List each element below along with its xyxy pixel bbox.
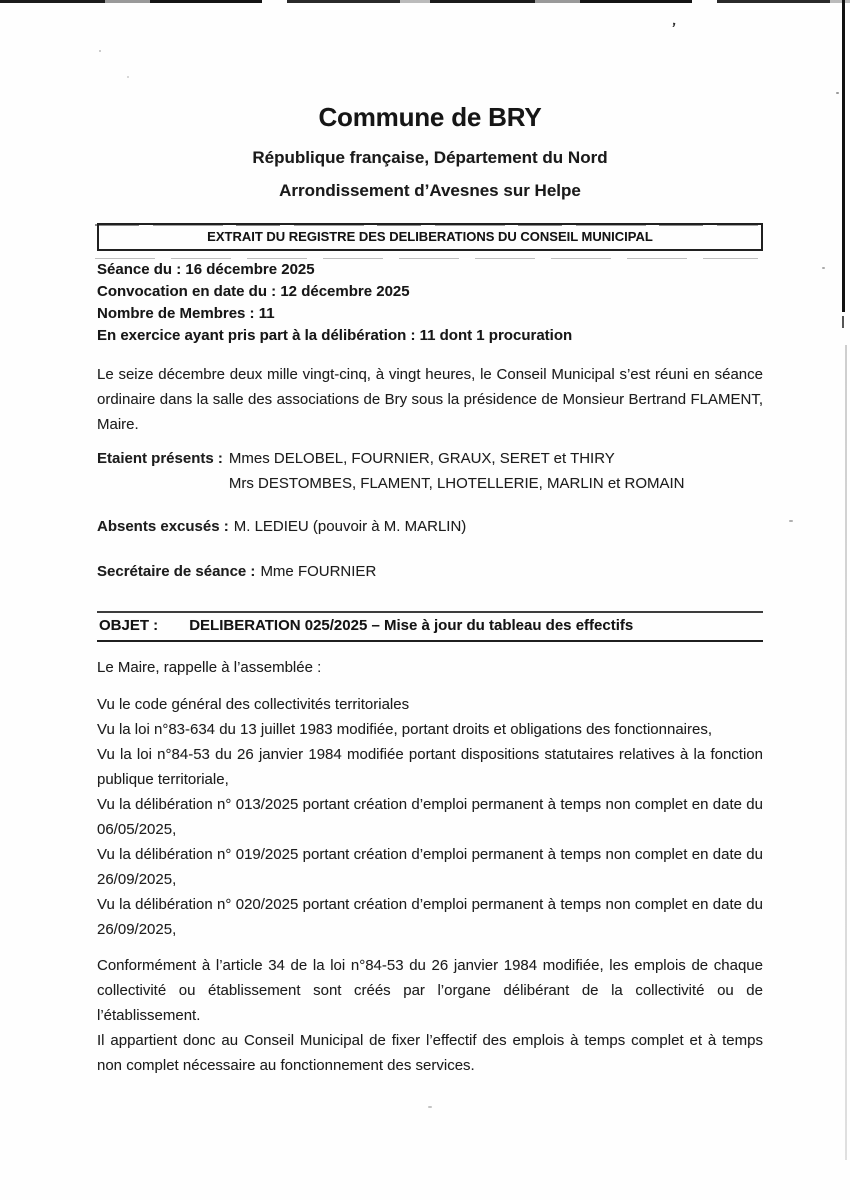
- present-members-row: [97, 446, 763, 496]
- extract-register-banner: EXTRAIT DU REGISTRE DES DELIBERATIONS DU CONSEIL MUNICIPAL: [97, 223, 763, 251]
- recital-paragraph: Vu le code général des collectivités territoriales: [97, 696, 410, 713]
- intro-paragraph: Le seize décembre deux mille vingt-cinq, à vingt heures, le Conseil Municipal s’est réuni en séance ordinaire dans la salle des associations de Bry sous la présidence de Monsieur Bertrand FLAMENT, Maire.: [97, 366, 763, 433]
- present-label: Etaient présents :: [97, 450, 223, 467]
- objet-row: [97, 611, 763, 642]
- member-count-line: Nombre de Membres : 11: [97, 305, 275, 322]
- absent-label: Absents excusés :: [97, 518, 229, 535]
- closing-paragraph: Conformément à l’article 34 de la loi n°84-53 du 26 janvier 1984 modifiée, les emplois de chaque collectivité ou établissement sont créés par l’organe délibérant de la collectivité ou de l’établissement.: [97, 957, 763, 1024]
- closing-block: [97, 953, 763, 1078]
- absent-value: M. LEDIEU (pouvoir à M. MARLIN): [233, 518, 467, 535]
- recital-paragraph: Vu la délibération n° 019/2025 portant création d’emploi permanent à temps non complet en date du 26/09/2025,: [97, 846, 763, 888]
- objet-value: DELIBERATION 025/2025 – Mise à jour du tableau des effectifs: [189, 617, 634, 634]
- absent-members-row: [97, 514, 763, 539]
- convocation-date-line: Convocation en date du : 12 décembre 2025: [97, 283, 410, 300]
- session-date-line: Séance du : 16 décembre 2025: [97, 261, 315, 278]
- present-line-mmes: Mmes DELOBEL, FOURNIER, GRAUX, SERET et THIRY: [228, 450, 615, 467]
- recital-paragraph: Vu la délibération n° 020/2025 portant création d’emploi permanent à temps non complet en date du 26/09/2025,: [97, 896, 763, 938]
- subtitle-arrondissement: Arrondissement d’Avesnes sur Helpe: [279, 181, 581, 200]
- page-title: Commune de BRY: [318, 102, 542, 132]
- recitals-block: [97, 692, 763, 942]
- secretary-label: Secrétaire de séance :: [97, 563, 256, 580]
- recital-paragraph: Vu la loi n°83-634 du 13 juillet 1983 modifiée, portant droits et obligations des fonctionnaires,: [97, 721, 712, 738]
- recital-paragraph: Vu la délibération n° 013/2025 portant création d’emploi permanent à temps non complet en date du 06/05/2025,: [97, 796, 763, 838]
- scan-speck: [428, 1106, 432, 1108]
- session-info: [97, 259, 763, 347]
- secretary-value: Mme FOURNIER: [260, 563, 377, 580]
- recital-intro: Le Maire, rappelle à l’assemblée :: [97, 659, 322, 676]
- secretary-row: [97, 559, 763, 584]
- present-line-mrs: Mrs DESTOMBES, FLAMENT, LHOTELLERIE, MARLIN et ROMAIN: [228, 475, 685, 492]
- quorum-line: En exercice ayant pris part à la délibération : 11 dont 1 procuration: [97, 327, 573, 344]
- closing-paragraph: Il appartient donc au Conseil Municipal de fixer l’effectif des emplois à temps complet et à temps non complet nécessaire au fonctionnement des services.: [97, 1032, 763, 1074]
- present-names: [229, 446, 685, 496]
- objet-label: OBJET :: [99, 617, 159, 634]
- scan-artifact-stray-mark: ’: [669, 19, 677, 38]
- recital-paragraph: Vu la loi n°84-53 du 26 janvier 1984 modifiée portant dispositions statutaires relatives à la fonction publique territoriale,: [97, 746, 763, 788]
- subtitle-republique: République française, Département du Nord: [252, 148, 608, 167]
